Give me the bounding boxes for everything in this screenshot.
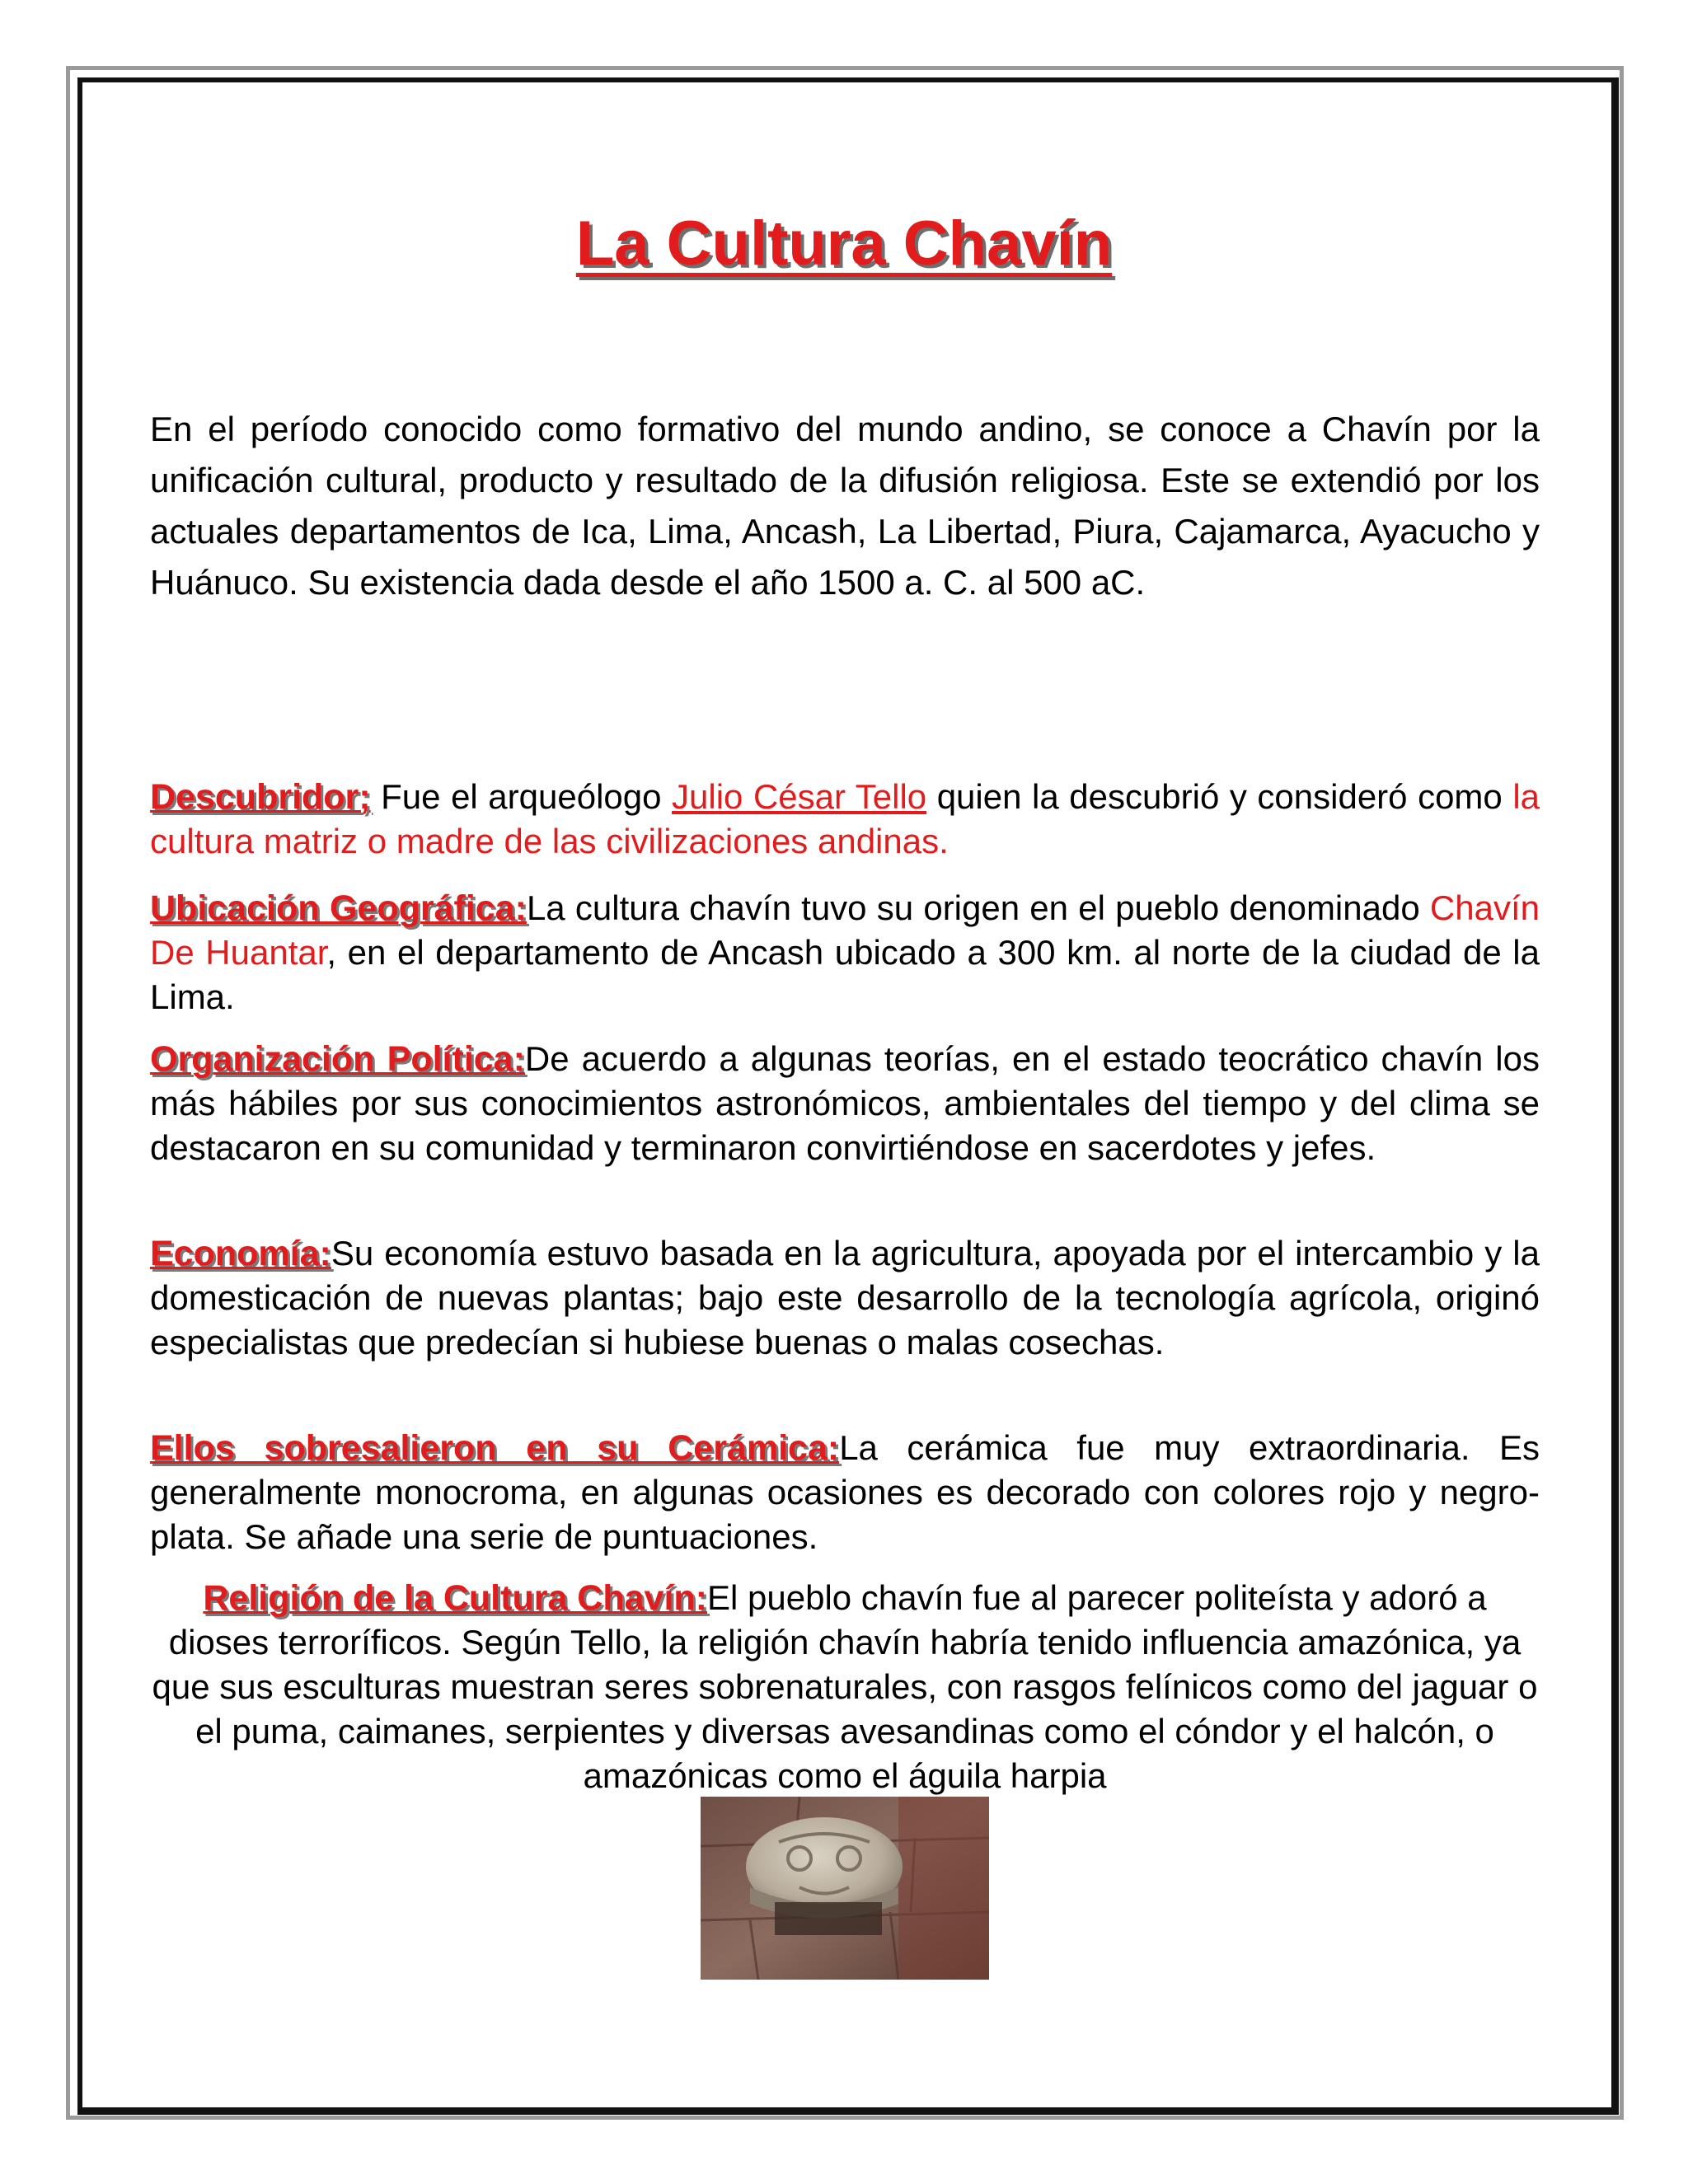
ubicacion-text-1: La cultura chavín tuvo su origen en el pueblo denominado [526,888,1430,927]
section-religion [150,1576,1540,1798]
label-economia: Economía: [150,1234,331,1273]
section-descubridor [150,775,1540,864]
section-ceramica [150,1426,1540,1559]
descubridor-highlight: la cultura matriz o madre de las civilizaciones andinas. [150,777,1540,860]
label-descubridor: Descubridor; [150,777,371,817]
chavin-stone-head-image [701,1797,989,1980]
religion-text: El pueblo chavín fue al parecer politeísta y adoró a dioses terroríficos. Según Tello, la religión chavín habría tenido influencia amazónica, ya que sus esculturas muestran seres sobrenaturales, con rasgos felínicos como del jaguar o el puma, caimanes, serpientes y diversas avesandinas como el cóndor y el halcón, o amazónicas como el águila harpia [152,1578,1538,1795]
tello-link[interactable]: Julio César Tello [672,777,927,816]
section-organizacion [150,1037,1540,1170]
label-religion: Religión de la Cultura Chavín: [203,1578,707,1618]
ubicacion-text-2: , en el departamento de Ancash ubicado a 300 km. al norte de la ciudad de la Lima. [150,933,1540,1016]
label-ceramica: Ellos sobresalieron en su Cerámica: [150,1428,840,1468]
section-ubicacion [150,886,1540,1019]
organizacion-text: De acuerdo a algunas teorías, en el estado teocrático chavín los más hábiles por sus conocimientos astronómicos, ambientales del tiempo y del clima se destacaron en su comunidad y terminaron convirtiéndose en sacerdotes y jefes. [150,1039,1540,1167]
economia-text: Su economía estuvo basada en la agricultura, apoyada por el intercambio y la domesticación de nuevas plantas; bajo este desarrollo de la tecnología agrícola, originó especialistas que predecían si hubiese buenas o malas cosechas. [150,1234,1540,1361]
ceramica-text: La cerámica fue muy extraordinaria. Es generalmente monocroma, en algunas ocasiones es decorado con colores rojo y negro-plata. Se añade una serie de puntuaciones. [150,1428,1540,1556]
ubicacion-highlight: Chavín De Huantar [150,888,1540,972]
descubridor-text-2: quien la descubrió y consideró como [926,777,1513,816]
stone-head-illustration [701,1797,989,1980]
label-ubicacion: Ubicación Geográfica: [150,888,527,928]
label-organizacion: Organización Política: [150,1039,525,1079]
page-title: La Cultura Chavín [575,209,1113,279]
intro-paragraph: En el período conocido como formativo del mundo andino, se conoce a Chavín por la unificación cultural, producto y resultado de la difusión religiosa. Este se extendió por los actuales departamentos de Ica, Lima, Ancash, La Libertad, Piura, Cajamarca, Ayacucho y Huánuco. Su existencia dada desde el año 1500 a. C. al 500 aC. [150,410,1540,602]
descubridor-text-1: Fue el arqueólogo [381,777,673,816]
section-economia [150,1231,1540,1365]
